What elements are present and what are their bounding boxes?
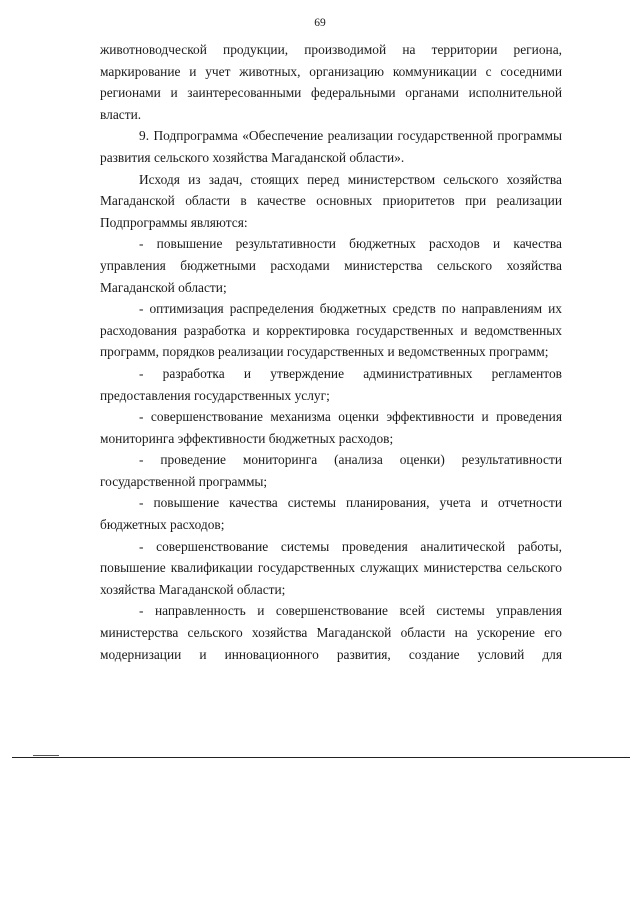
list-item-evaluation-mechanism: - совершенствование механизма оценки эффективности и проведения мониторинга эффективности бюджетных расходов;: [100, 409, 562, 446]
list-item-planning-quality: - повышение качества системы планирования, учета и отчетности бюджетных расходов;: [100, 495, 562, 533]
list-item-budget-efficiency: - повышение результативности бюджетных расходов и качества управления бюджетными расходами министерства сельского хозяйства Магаданской области;: [100, 236, 562, 295]
list-item-management-modernization: - направленность и совершенствование всей системы управления министерства сельского хозяйства Магаданской области на ускорение его модернизации и инновационного развития, создание условий для: [100, 603, 562, 662]
paragraph-subprogram-heading: 9. Подпрограмма «Обеспечение реализации государственной программы развития сельского хозяйства Магаданской области».: [100, 128, 562, 165]
footer-rule: [12, 757, 630, 758]
document-body: [100, 39, 562, 665]
footer-rule-mark: [33, 755, 59, 756]
list-item-analytical-work: - совершенствование системы проведения аналитической работы, повышение квалификации государственных служащих министерства сельского хозяйства Магаданской области;: [100, 538, 562, 597]
paragraph-priorities-intro: Исходя из задач, стоящих перед министерством сельского хозяйства Магаданской области в качестве основных приоритетов при реализации Подпрограммы являются:: [100, 171, 562, 230]
paragraph-continuation: животноводческой продукции, производимой на территории региона, маркирование и учет животных, организацию коммуникации с соседними регионами и заинтересованными федеральными органами исполнительной власти.: [100, 42, 562, 122]
list-item-program-monitoring: - проведение мониторинга (анализа оценки) результативности государственной программы;: [100, 452, 562, 489]
page-number: 69: [314, 17, 326, 29]
list-item-admin-regulations: - разработка и утверждение административных регламентов предоставления государственных услуг;: [100, 365, 562, 403]
list-item-budget-optimization: - оптимизация распределения бюджетных средств по направлениям их расходования разработка и корректировка государственных и ведомственных программ, порядков реализации государственных и ведомственных программ;: [100, 301, 562, 360]
